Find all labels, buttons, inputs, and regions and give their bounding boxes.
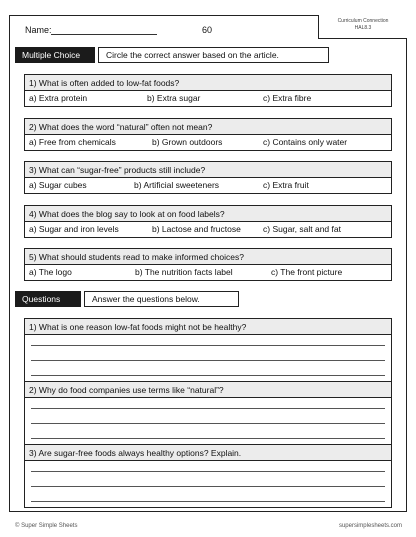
option-c[interactable]: c) Extra fibre [263, 93, 312, 103]
option-a[interactable]: a) The logo [29, 267, 72, 277]
name-field[interactable] [51, 34, 157, 35]
answer-line[interactable] [31, 360, 385, 361]
mc-question-4 [24, 205, 392, 238]
answer-line[interactable] [31, 408, 385, 409]
written-question-2 [24, 381, 392, 445]
answer-line[interactable] [31, 486, 385, 487]
name-label: Name: [25, 25, 52, 35]
curriculum-code: HAL8.3 [354, 25, 372, 31]
option-a[interactable]: a) Sugar cubes [29, 180, 87, 190]
question-text: 4) What does the blog say to look at on food labels? [25, 206, 391, 222]
section-instruction: Answer the questions below. [84, 291, 239, 307]
option-b[interactable]: b) Lactose and fructose [152, 224, 241, 234]
option-a[interactable]: a) Free from chemicals [29, 137, 116, 147]
written-question-3 [24, 444, 392, 508]
footer-copyright: © Super Simple Sheets [15, 523, 78, 529]
written-question-1 [24, 318, 392, 382]
answer-line[interactable] [31, 423, 385, 424]
option-b[interactable]: b) Extra sugar [147, 93, 201, 103]
question-text: 3) Are sugar-free foods always healthy options? Explain. [25, 445, 391, 461]
option-a[interactable]: a) Extra protein [29, 93, 88, 103]
curriculum-title: Curriculum Connection [337, 18, 389, 24]
section-instruction: Circle the correct answer based on the article. [98, 47, 329, 63]
questions-header [15, 291, 239, 307]
mc-question-2 [24, 118, 392, 151]
question-text: 1) What is often added to low-fat foods? [25, 75, 391, 91]
section-label: Questions [15, 291, 81, 307]
option-c[interactable]: c) Sugar, salt and fat [263, 224, 341, 234]
question-text: 3) What can “sugar-free” products still include? [25, 162, 391, 178]
option-b[interactable]: b) The nutrition facts label [135, 267, 233, 277]
option-b[interactable]: b) Grown outdoors [152, 137, 223, 147]
question-text: 5) What should students read to make informed choices? [25, 249, 391, 265]
question-text: 1) What is one reason low-fat foods might not be healthy? [25, 319, 391, 335]
option-c[interactable]: c) The front picture [271, 267, 343, 277]
option-b[interactable]: b) Artificial sweeteners [134, 180, 220, 190]
answer-line[interactable] [31, 471, 385, 472]
mc-question-1 [24, 74, 392, 107]
mc-question-3 [24, 161, 392, 194]
footer-website: supersimplesheets.com [338, 523, 402, 529]
multiple-choice-header [15, 47, 329, 63]
section-label: Multiple Choice [15, 47, 95, 63]
question-text: 2) What does the word “natural” often not mean? [25, 119, 391, 135]
option-a[interactable]: a) Sugar and iron levels [29, 224, 119, 234]
option-c[interactable]: c) Extra fruit [263, 180, 309, 190]
score: 60 [202, 25, 213, 35]
answer-line[interactable] [31, 438, 385, 439]
answer-line[interactable] [31, 501, 385, 502]
curriculum-connection-box [318, 15, 407, 39]
mc-question-5 [24, 248, 392, 281]
answer-line[interactable] [31, 345, 385, 346]
option-c[interactable]: c) Contains only water [263, 137, 348, 147]
question-text: 2) Why do food companies use terms like “natural”? [25, 382, 391, 398]
answer-line[interactable] [31, 375, 385, 376]
